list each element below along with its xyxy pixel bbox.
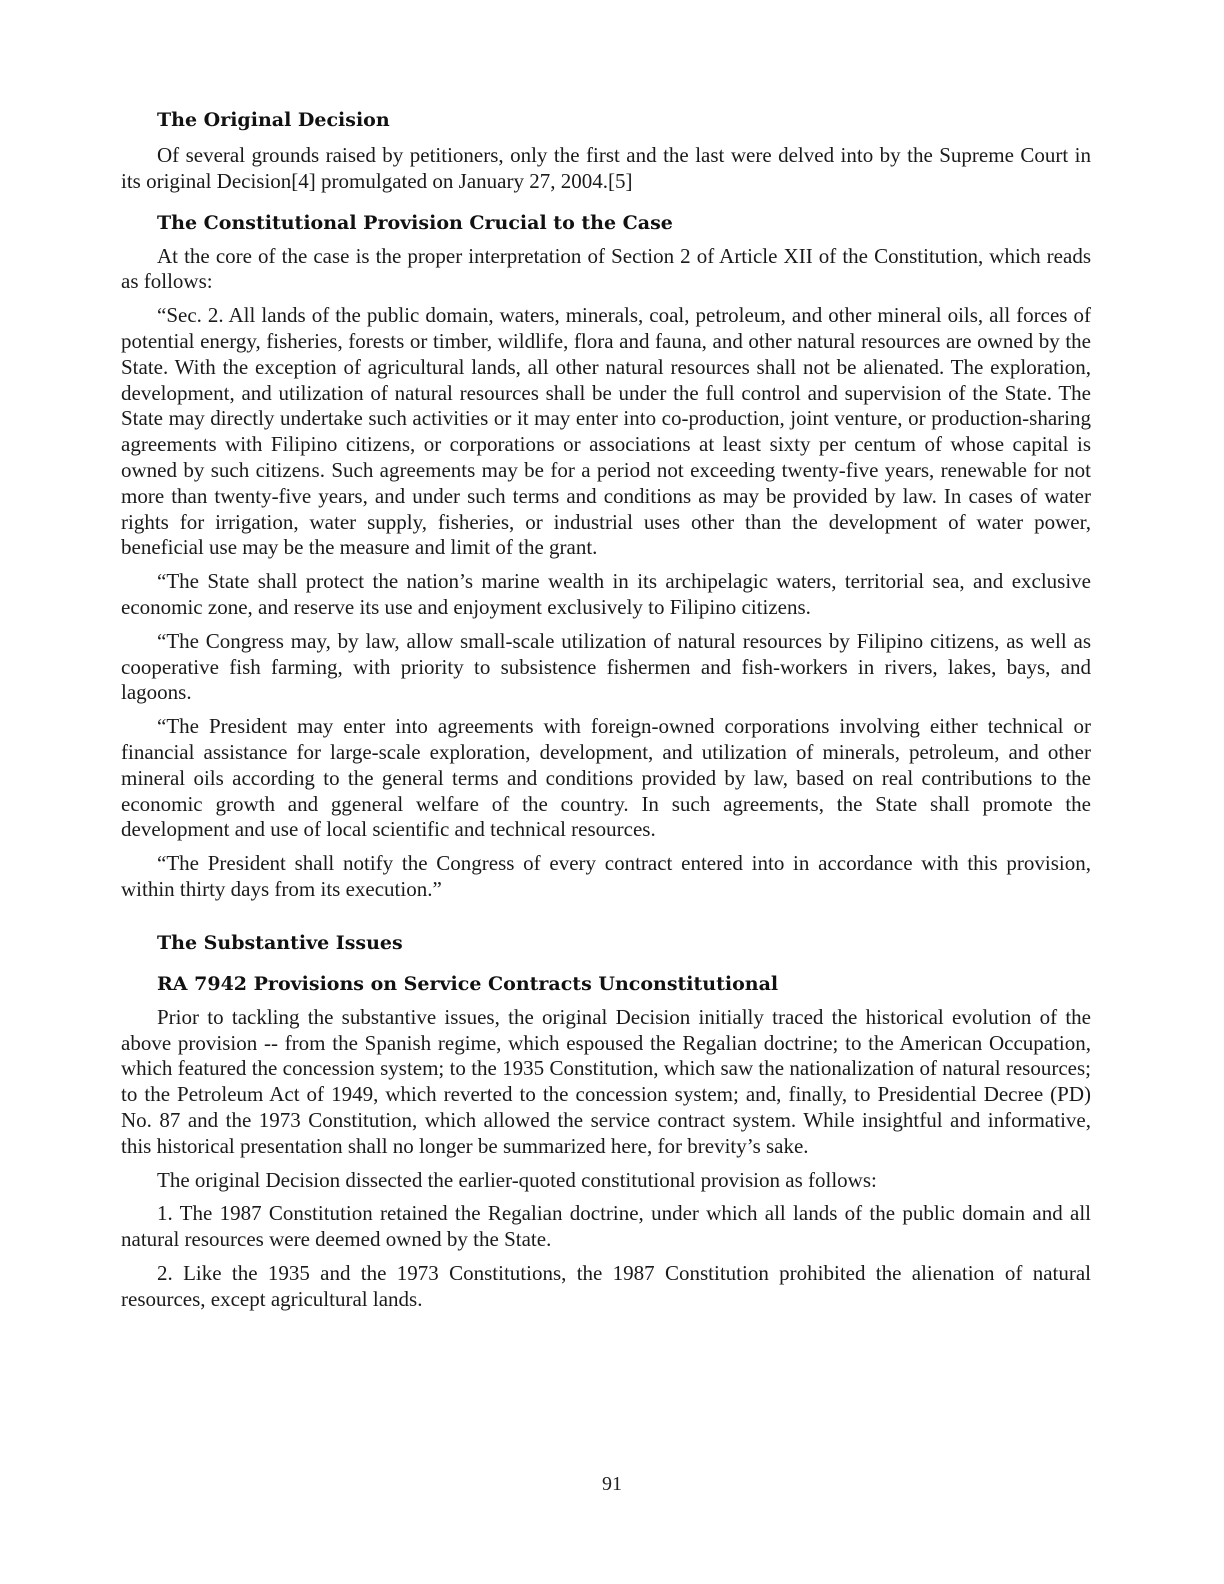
section-heading-constitutional-provision: The Constitutional Provision Crucial to the Case: [157, 211, 673, 234]
paragraph: The original Decision dissected the earlier-quoted constitutional provision as follows:: [157, 1167, 877, 1192]
document-page: [121, 108, 1091, 1312]
paragraph: Of several grounds raised by petitioners, only the first and the last were delved into by the Supreme Court in its original Decision[4] promulgated on January 27, 2004.[5]: [121, 143, 1091, 193]
paragraph: At the core of the case is the proper interpretation of Section 2 of Article XII of the Constitution, which reads as follows:: [121, 243, 1091, 294]
quoted-paragraph: “The Congress may, by law, allow small-scale utilization of natural resources by Filipino citizens, as well as cooperative fish farming, with priority to subsistence fishermen and fish-workers in rivers, lakes, bays, and lagoons.: [121, 628, 1091, 705]
section-heading-substantive-issues: The Substantive Issues: [157, 931, 403, 954]
list-paragraph: 2. Like the 1935 and the 1973 Constitutions, the 1987 Constitution prohibited the alienation of natural resources, except agricultural lands.: [121, 1260, 1091, 1311]
section-heading-ra-7942: RA 7942 Provisions on Service Contracts Unconstitutional: [157, 972, 779, 995]
quoted-paragraph: “The State shall protect the nation’s marine wealth in its archipelagic waters, territorial sea, and exclusive economic zone, and reserve its use and enjoyment exclusively to Filipino citizens.: [121, 569, 1091, 619]
quoted-paragraph: “The President may enter into agreements with foreign-owned corporations involving either technical or financial assistance for large-scale exploration, development, and utilization of minerals, petroleum, and other mineral oils according to the general terms and conditions provided by law, based on real contributions to the economic growth and ggeneral welfare of the country. In such agreements, the State shall promote the development and use of local scientific and technical resources.: [121, 714, 1091, 842]
quoted-paragraph: “The President shall notify the Congress of every contract entered into in accordance with this provision, within thirty days from its execution.”: [121, 851, 1091, 901]
page-number: 91: [602, 1473, 622, 1495]
section-heading-original-decision: The Original Decision: [157, 109, 390, 131]
quoted-paragraph: “Sec. 2. All lands of the public domain, waters, minerals, coal, petroleum, and other mineral oils, all forces of potential energy, fisheries, forests or timber, wildlife, flora and fauna, and other natural resources are owned by the State. With the exception of agricultural lands, all other natural resources shall not be alienated. The exploration, development, and utilization of natural resources shall be under the full control and supervision of the State. The State may directly undertake such activities or it may enter into co-production, joint venture, or production-sharing agreements with Filipino citizens, or corporations or associations at least sixty per centum of whose capital is owned by such citizens. Such agreements may be for a period not exceeding twenty-five years, renewable for not more than twenty-five years, and under such terms and conditions as may be provided by law. In cases of water rights for irrigation, water supply, fisheries, or industrial uses other than the development of water power, beneficial use may be the measure and limit of the grant.: [121, 303, 1091, 560]
list-paragraph: 1. The 1987 Constitution retained the Regalian doctrine, under which all lands of the public domain and all natural resources were deemed owned by the State.: [121, 1201, 1091, 1252]
paragraph: Prior to tackling the substantive issues, the original Decision initially traced the historical evolution of the above provision -- from the Spanish regime, which espoused the Regalian doctrine; to the American Occupation, which featured the concession system; to the 1935 Constitution, which saw the nationalization of natural resources; to the Petroleum Act of 1949, which reverted to the concession system; and, finally, to Presidential Decree (PD) No. 87 and the 1973 Constitution, which allowed the service contract system. While insightful and informative, this historical presentation shall no longer be summarized here, for brevity’s sake.: [121, 1004, 1091, 1158]
